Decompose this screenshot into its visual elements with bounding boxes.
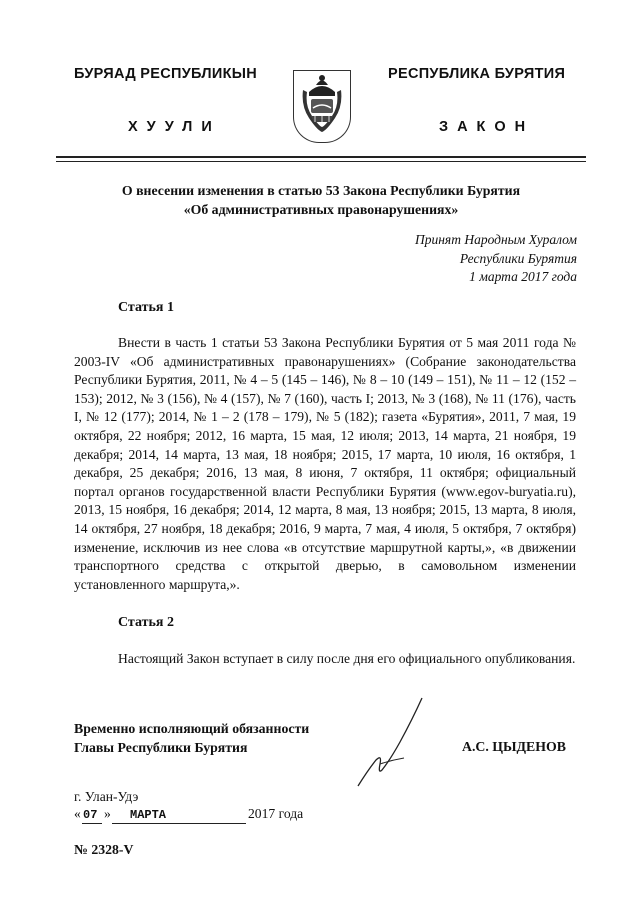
date-open-quote: «: [74, 806, 81, 821]
signatory-position: [74, 720, 309, 757]
article-1-heading: Статья 1: [118, 300, 174, 315]
law-title-line-1: О внесении изменения в статью 53 Закона Республики Бурятия: [121, 183, 521, 198]
adoption-note: [300, 231, 577, 287]
law-number: № 2328-V: [74, 842, 134, 857]
article-2-text: Настоящий Закон вступает в силу после дня его официального опубликования.: [118, 651, 576, 666]
day-underline: [82, 823, 102, 824]
date-close-quote: »: [104, 806, 111, 821]
month-underline: [112, 823, 246, 824]
handwritten-signature: [352, 690, 432, 790]
coat-of-arms-icon: [297, 72, 347, 140]
adoption-line-1: Принят Народным Хуралом: [414, 232, 577, 247]
signatory-position-line-1: Временно исполняющий обязанности: [74, 721, 310, 736]
date-year: 2017 года: [248, 806, 304, 821]
date-month: МАРТА: [130, 808, 167, 822]
header-republic-buryatia: РЕСПУБЛИКА БУРЯТИЯ: [388, 66, 566, 82]
header-rule-thick: [56, 156, 586, 158]
signatory-name: А.С. ЦЫДЕНОВ: [462, 739, 566, 754]
adoption-line-3: 1 марта 2017 года: [469, 269, 577, 284]
date-day: 07: [83, 808, 98, 822]
date-line: [74, 806, 314, 826]
signatory-position-line-2: Главы Республики Бурятия: [74, 739, 248, 755]
adoption-line-2: Республики Бурятия: [459, 250, 577, 266]
law-title-line-2: «Об административных правонарушениях»: [183, 202, 459, 217]
header-zakon: ЗАКОН: [439, 119, 535, 135]
header-buryat-republic: БУРЯАД РЕСПУБЛИКЫН: [74, 66, 258, 82]
law-title: [56, 181, 586, 219]
city: г. Улан-Удэ: [74, 789, 139, 804]
header-rule-thin: [56, 161, 586, 162]
article-1-text: Внести в часть 1 статьи 53 Закона Республики Бурятия от 5 мая 2011 года № 2003-IV «Об административных правонарушениях» (Собрание законодательства Республики Бурятия, 2011, № 4 – 5 (145 – 146), № 8 – 10 (149 – 151), № 11 – 12 (152 – 153); 2012, № 3 (156), № 4 (157), № 7 (160), часть I; 2013, № 3 (168), № 11 (176), часть I, № 12 (177); 2014, № 1 – 2 (178 – 179), № 5 (182); газета «Бурятия», 2011, 7 мая, 19 октября, 22 ноября; 2012, 16 марта, 15 мая, 12 июля; 2013, 14 марта, 21 ноября, 19 декабря; 2014, 14 марта, 13 мая, 18 ноября; 2015, 17 марта, 10 июля, 16 октября, 1 декабря, 25 декабря; 2016, 13 мая, 8 июня, 7 октября, 11 октября; официальный портал органов государственной власти Республики Бурятия (www.egov-buryatia.ru), 2013, 15 ноября, 16 декабря; 2014, 12 марта, 8 мая, 13 ноября; 2015, 13 марта, 8 июля, 14 октября, 27 ноября, 18 декабря; 2016, 9 марта, 7 мая, 4 июля, 5 октября, 7 октября) изменение, исключив из нее слова «в отсутствие маршрутной карты,», «в движении транспортного средства с открытой дверью, в самовольном изменении установленного маршрута,».: [74, 335, 576, 592]
article-2-heading: Статья 2: [118, 615, 174, 630]
header-khuuli: ХУУЛИ: [128, 119, 221, 135]
